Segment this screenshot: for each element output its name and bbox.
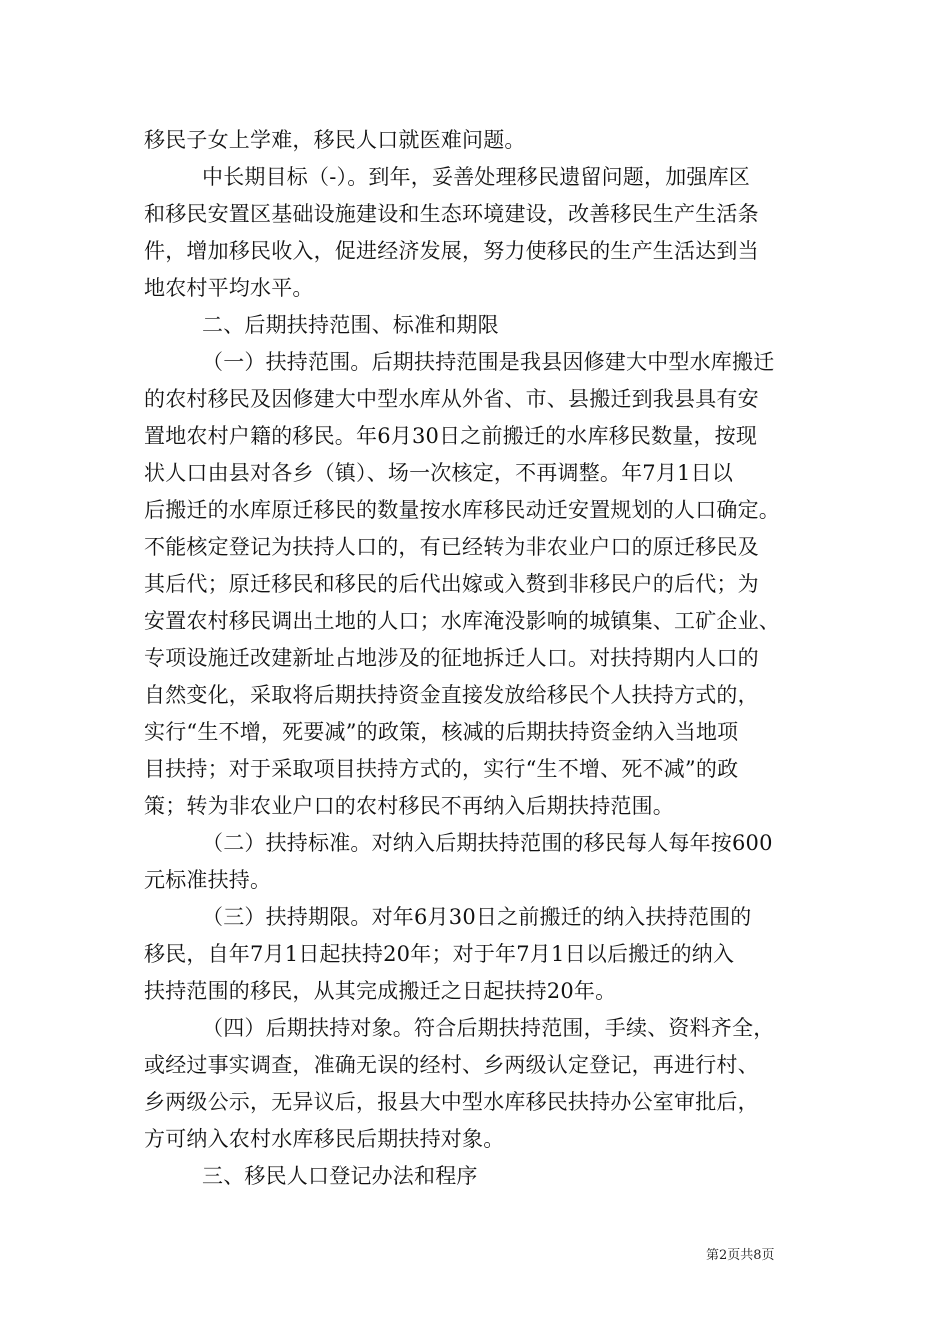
text-line-1: 移民子女上学难，移民人口就医难问题。 xyxy=(144,128,526,152)
text-line-2: 中长期目标（-）。到年，妥善处理移民遗留问题，加强库区 xyxy=(202,165,750,189)
section-heading-2: 二、后期扶持范围、标准和期限 xyxy=(202,313,499,337)
text-line-4: 件，增加移民收入，促进经济发展，努力使移民的生产生活达到当 xyxy=(144,239,759,263)
text-line-3: 和移民安置区基础设施建设和生态环境建设，改善移民生产生活条 xyxy=(144,202,759,226)
text-line-27: 乡两级公示，无异议后，报县大中型水库移民扶持办公室审批后， xyxy=(144,1090,759,1114)
text-line-5: 地农村平均水平。 xyxy=(144,276,314,300)
text-line-23: 移民，自年7月1日起扶持20年；对于年7月1日以后搬迁的纳入 xyxy=(144,942,735,966)
text-line-13: 其后代；原迁移民和移民的后代出嫁或入赘到非移民户的后代；为 xyxy=(144,572,759,596)
text-line-9: 置地农村户籍的移民。年6月30日之前搬迁的水库移民数量，按现 xyxy=(144,424,758,448)
section-heading-3: 三、移民人口登记办法和程序 xyxy=(202,1164,478,1188)
text-line-14: 安置农村移民调出土地的人口；水库淹没影响的城镇集、工矿企业、 xyxy=(144,609,780,633)
text-line-16: 自然变化，采取将后期扶持资金直接发放给移民个人扶持方式的， xyxy=(144,683,759,707)
page-number-footer: 第2页共8页 xyxy=(706,1248,775,1263)
text-line-22: （三）扶持期限。对年6月30日之前搬迁的纳入扶持范围的 xyxy=(202,905,752,929)
text-line-24: 扶持范围的移民，从其完成搬迁之日起扶持20年。 xyxy=(144,979,617,1003)
text-line-18: 目扶持；对于采取项目扶持方式的，实行“生不增、死不减”的政 xyxy=(144,757,739,781)
text-line-25: （四）后期扶持对象。符合后期扶持范围，手续、资料齐全， xyxy=(202,1016,775,1040)
text-line-15: 专项设施迁改建新址占地涉及的征地拆迁人口。对扶持期内人口的 xyxy=(144,646,759,670)
text-line-10: 状人口由县对各乡（镇）、场一次核定，不再调整。年7月1日以 xyxy=(144,461,734,485)
text-line-19: 策；转为非农业户口的农村移民不再纳入后期扶持范围。 xyxy=(144,794,674,818)
text-line-26: 或经过事实调查，准确无误的经村、乡两级认定登记，再进行村、 xyxy=(144,1053,759,1077)
text-line-28: 方可纳入农村水库移民后期扶持对象。 xyxy=(144,1127,505,1151)
text-line-20: （二）扶持标准。对纳入后期扶持范围的移民每人每年按600 xyxy=(202,831,773,855)
text-line-12: 不能核定登记为扶持人口的，有已经转为非农业户口的原迁移民及 xyxy=(144,535,759,559)
text-line-21: 元标准扶持。 xyxy=(144,868,272,892)
text-line-11: 后搬迁的水库原迁移民的数量按水库移民动迁安置规划的人口确定。 xyxy=(144,498,780,522)
text-line-8: 的农村移民及因修建大中型水库从外省、市、县搬迁到我县具有安 xyxy=(144,387,759,411)
text-line-7: （一）扶持范围。后期扶持范围是我县因修建大中型水库搬迁 xyxy=(202,350,775,374)
text-line-17: 实行“生不增，死要减”的政策，核减的后期扶持资金纳入当地项 xyxy=(144,720,739,744)
